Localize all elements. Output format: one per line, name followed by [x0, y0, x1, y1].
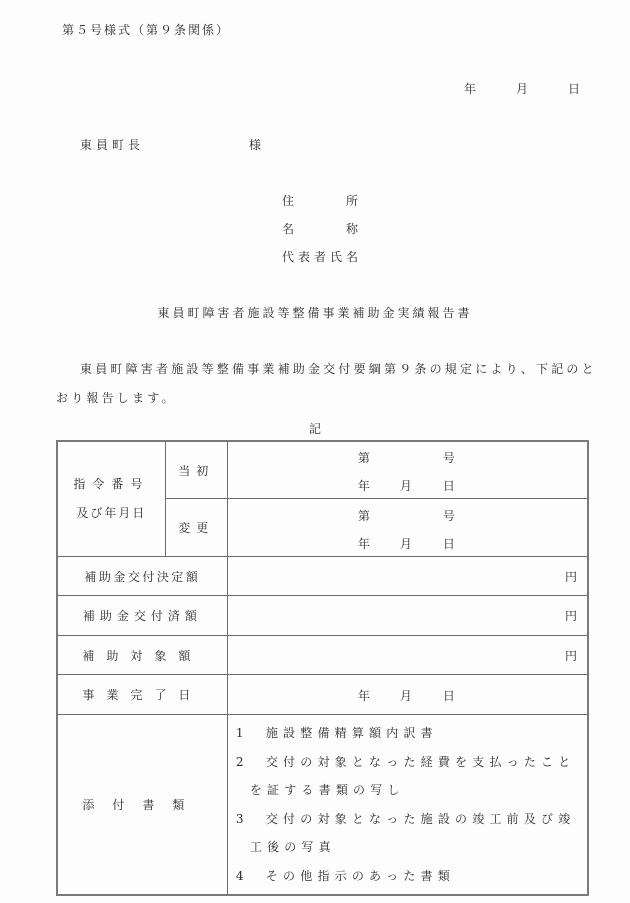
order-number-label-cell: [57, 441, 165, 557]
grant-decision-amount-label: 補助金交付決定額: [57, 557, 227, 596]
grant-paid-amount-label: 補助金交付済額: [57, 596, 227, 636]
attachment-item-3: 3 交付の対象となった施設の竣工前及び竣: [235, 811, 576, 826]
addressee-name: 東員町長: [80, 138, 145, 152]
completion-date-row: [57, 675, 588, 715]
document-title: 東員町障害者施設等整備事業補助金実績報告書: [157, 306, 473, 320]
day-label: 日: [442, 688, 455, 703]
name-label-part2: 称: [346, 222, 359, 236]
ki-heading: 記: [308, 422, 321, 436]
attachment-item-3-cont: 工後の写真: [249, 840, 336, 854]
attachment-item-2: 2 交付の対象となった経費を支払ったこと: [235, 754, 576, 769]
report-table: [56, 440, 589, 896]
go-label: 号: [442, 508, 455, 523]
go-label: 号: [442, 451, 455, 465]
name-label-part1: 名: [282, 222, 295, 236]
month-label: 月: [399, 479, 412, 493]
address-label-part1: 住: [282, 194, 295, 208]
date-month-label: 月: [516, 82, 529, 96]
subsidy-target-amount-label: 補助対象額: [57, 636, 227, 675]
dai-label: 第: [357, 451, 370, 465]
attachment-item-2-cont: を証する書類の写し: [249, 783, 405, 797]
year-label: 年: [357, 536, 370, 551]
order-number-label: 指令番号: [73, 477, 150, 491]
body-text-line2: おり報告します。: [56, 391, 177, 405]
date-year-label: 年: [464, 82, 477, 96]
attachment-item-4: 4 その他指示のあった書類: [235, 868, 455, 883]
grant-paid-amount-value[interactable]: 円: [227, 596, 588, 636]
day-label: 日: [442, 479, 455, 493]
address-label-part2: 所: [346, 194, 359, 208]
dai-label: 第: [357, 508, 370, 523]
month-label: 月: [399, 536, 412, 551]
grant-paid-amount-row: [57, 596, 588, 636]
addressee-honorific: 様: [249, 138, 262, 152]
grant-decision-amount-value[interactable]: 円: [227, 557, 588, 596]
subsidy-target-amount-row: [57, 636, 588, 675]
change-label: 変更: [165, 499, 227, 557]
date-day-label: 日: [568, 82, 581, 96]
completion-date-label: 事業完了日: [57, 675, 227, 715]
year-label: 年: [357, 688, 370, 703]
subsidy-target-amount-value[interactable]: 円: [227, 636, 588, 675]
grant-decision-amount-row: [57, 557, 588, 596]
attachments-label: 添付書類: [57, 715, 227, 896]
body-text-line1: 東員町障害者施設等整備事業補助金交付要綱第９条の規定により、下記のと: [80, 362, 597, 376]
year-label: 年: [357, 479, 370, 493]
attachments-row: [57, 715, 588, 896]
order-date-label: 及び年月日: [76, 506, 147, 520]
initial-label: 当初: [165, 441, 227, 499]
completion-date-value[interactable]: [227, 675, 588, 715]
form-number: 第５号様式（第９条関係）: [62, 23, 231, 37]
change-order-value-cell[interactable]: [227, 499, 588, 557]
initial-order-value-cell[interactable]: [227, 441, 588, 499]
attachments-list: [227, 715, 588, 896]
day-label: 日: [442, 536, 455, 551]
representative-label: 代表者氏名: [282, 250, 363, 264]
order-initial-row: [57, 441, 588, 499]
attachment-item-1: 1 施設整備精算額内訳書: [235, 726, 438, 740]
month-label: 月: [399, 688, 412, 703]
